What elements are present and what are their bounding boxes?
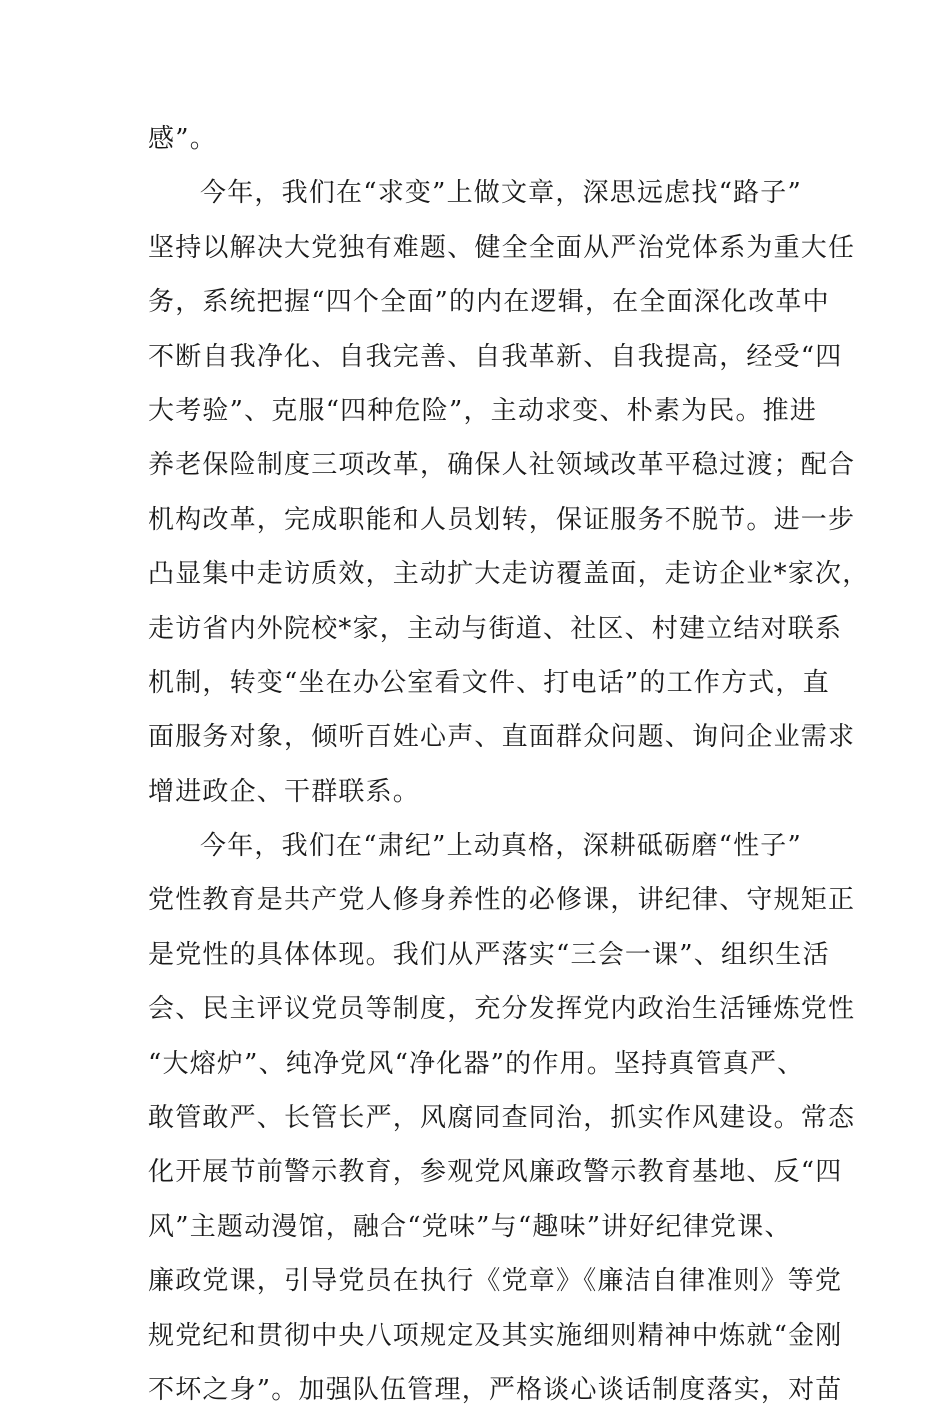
text-line: 机制，转变“坐在办公室看文件、打电话”的工作方式，直 [148, 667, 830, 698]
text-line: 会、民主评议党员等制度，充分发挥党内政治生活锤炼党性 [148, 994, 856, 1025]
text-line: 凸显集中走访质效，主动扩大走访覆盖面，走访企业*家次， [148, 559, 870, 590]
text-line: 敢管敢严、长管长严，风腐同查同治，抓实作风建设。常态 [148, 1103, 856, 1134]
paragraph-start-line: 今年，我们在“肃纪”上动真格，深耕砥砺磨“性子” [200, 831, 802, 862]
text-line: 党性教育是共产党人修身养性的必修课，讲纪律、守规矩正 [148, 885, 856, 916]
text-line: 大考验”、克服“四种危险”，主动求变、朴素为民。推进 [148, 395, 818, 426]
text-line: “大熔炉”、纯净党风“净化器”的作用。坚持真管真严、 [148, 1048, 805, 1079]
text-line: 化开展节前警示教育，参观党风廉政警示教育基地、反“四 [148, 1157, 843, 1188]
text-line: 面服务对象，倾听百姓心声、直面群众问题、询问企业需求 [148, 722, 856, 753]
text-line: 不断自我净化、自我完善、自我革新、自我提高，经受“四 [148, 341, 843, 372]
text-line: 养老保险制度三项改革，确保人社领域改革平稳过渡；配合 [148, 450, 856, 481]
body-text [148, 112, 870, 1417]
text-line: 规党纪和贯彻中央八项规定及其实施细则精神中炼就“金刚 [148, 1320, 843, 1351]
text-line: 风”主题动漫馆，融合“党味”与“趣味”讲好纪律党课、 [148, 1211, 792, 1242]
text-line: 务，系统把握“四个全面”的内在逻辑，在全面深化改革中 [148, 287, 830, 318]
text-line: 不坏之身”。加强队伍管理，严格谈心谈话制度落实，对苗 [148, 1374, 843, 1405]
text-line: 廉政党课，引导党员在执行《党章》《廉洁自律准则》等党 [148, 1266, 843, 1297]
text-line: 增进政企、干群联系。 [148, 776, 421, 807]
paragraph-start-line: 今年，我们在“求变”上做文章，深思远虑找“路子” [200, 178, 802, 209]
text-line: 是党性的具体体现。我们从严落实“三会一课”、组织生活 [148, 939, 830, 970]
text-line: 机构改革，完成职能和人员划转，保证服务不脱节。进一步 [148, 504, 856, 535]
text-line: 坚持以解决大党独有难题、健全全面从严治党体系为重大任 [148, 232, 856, 263]
text-line: 感”。 [148, 124, 217, 154]
text-line: 走访省内外院校*家，主动与街道、社区、村建立结对联系 [148, 613, 843, 644]
